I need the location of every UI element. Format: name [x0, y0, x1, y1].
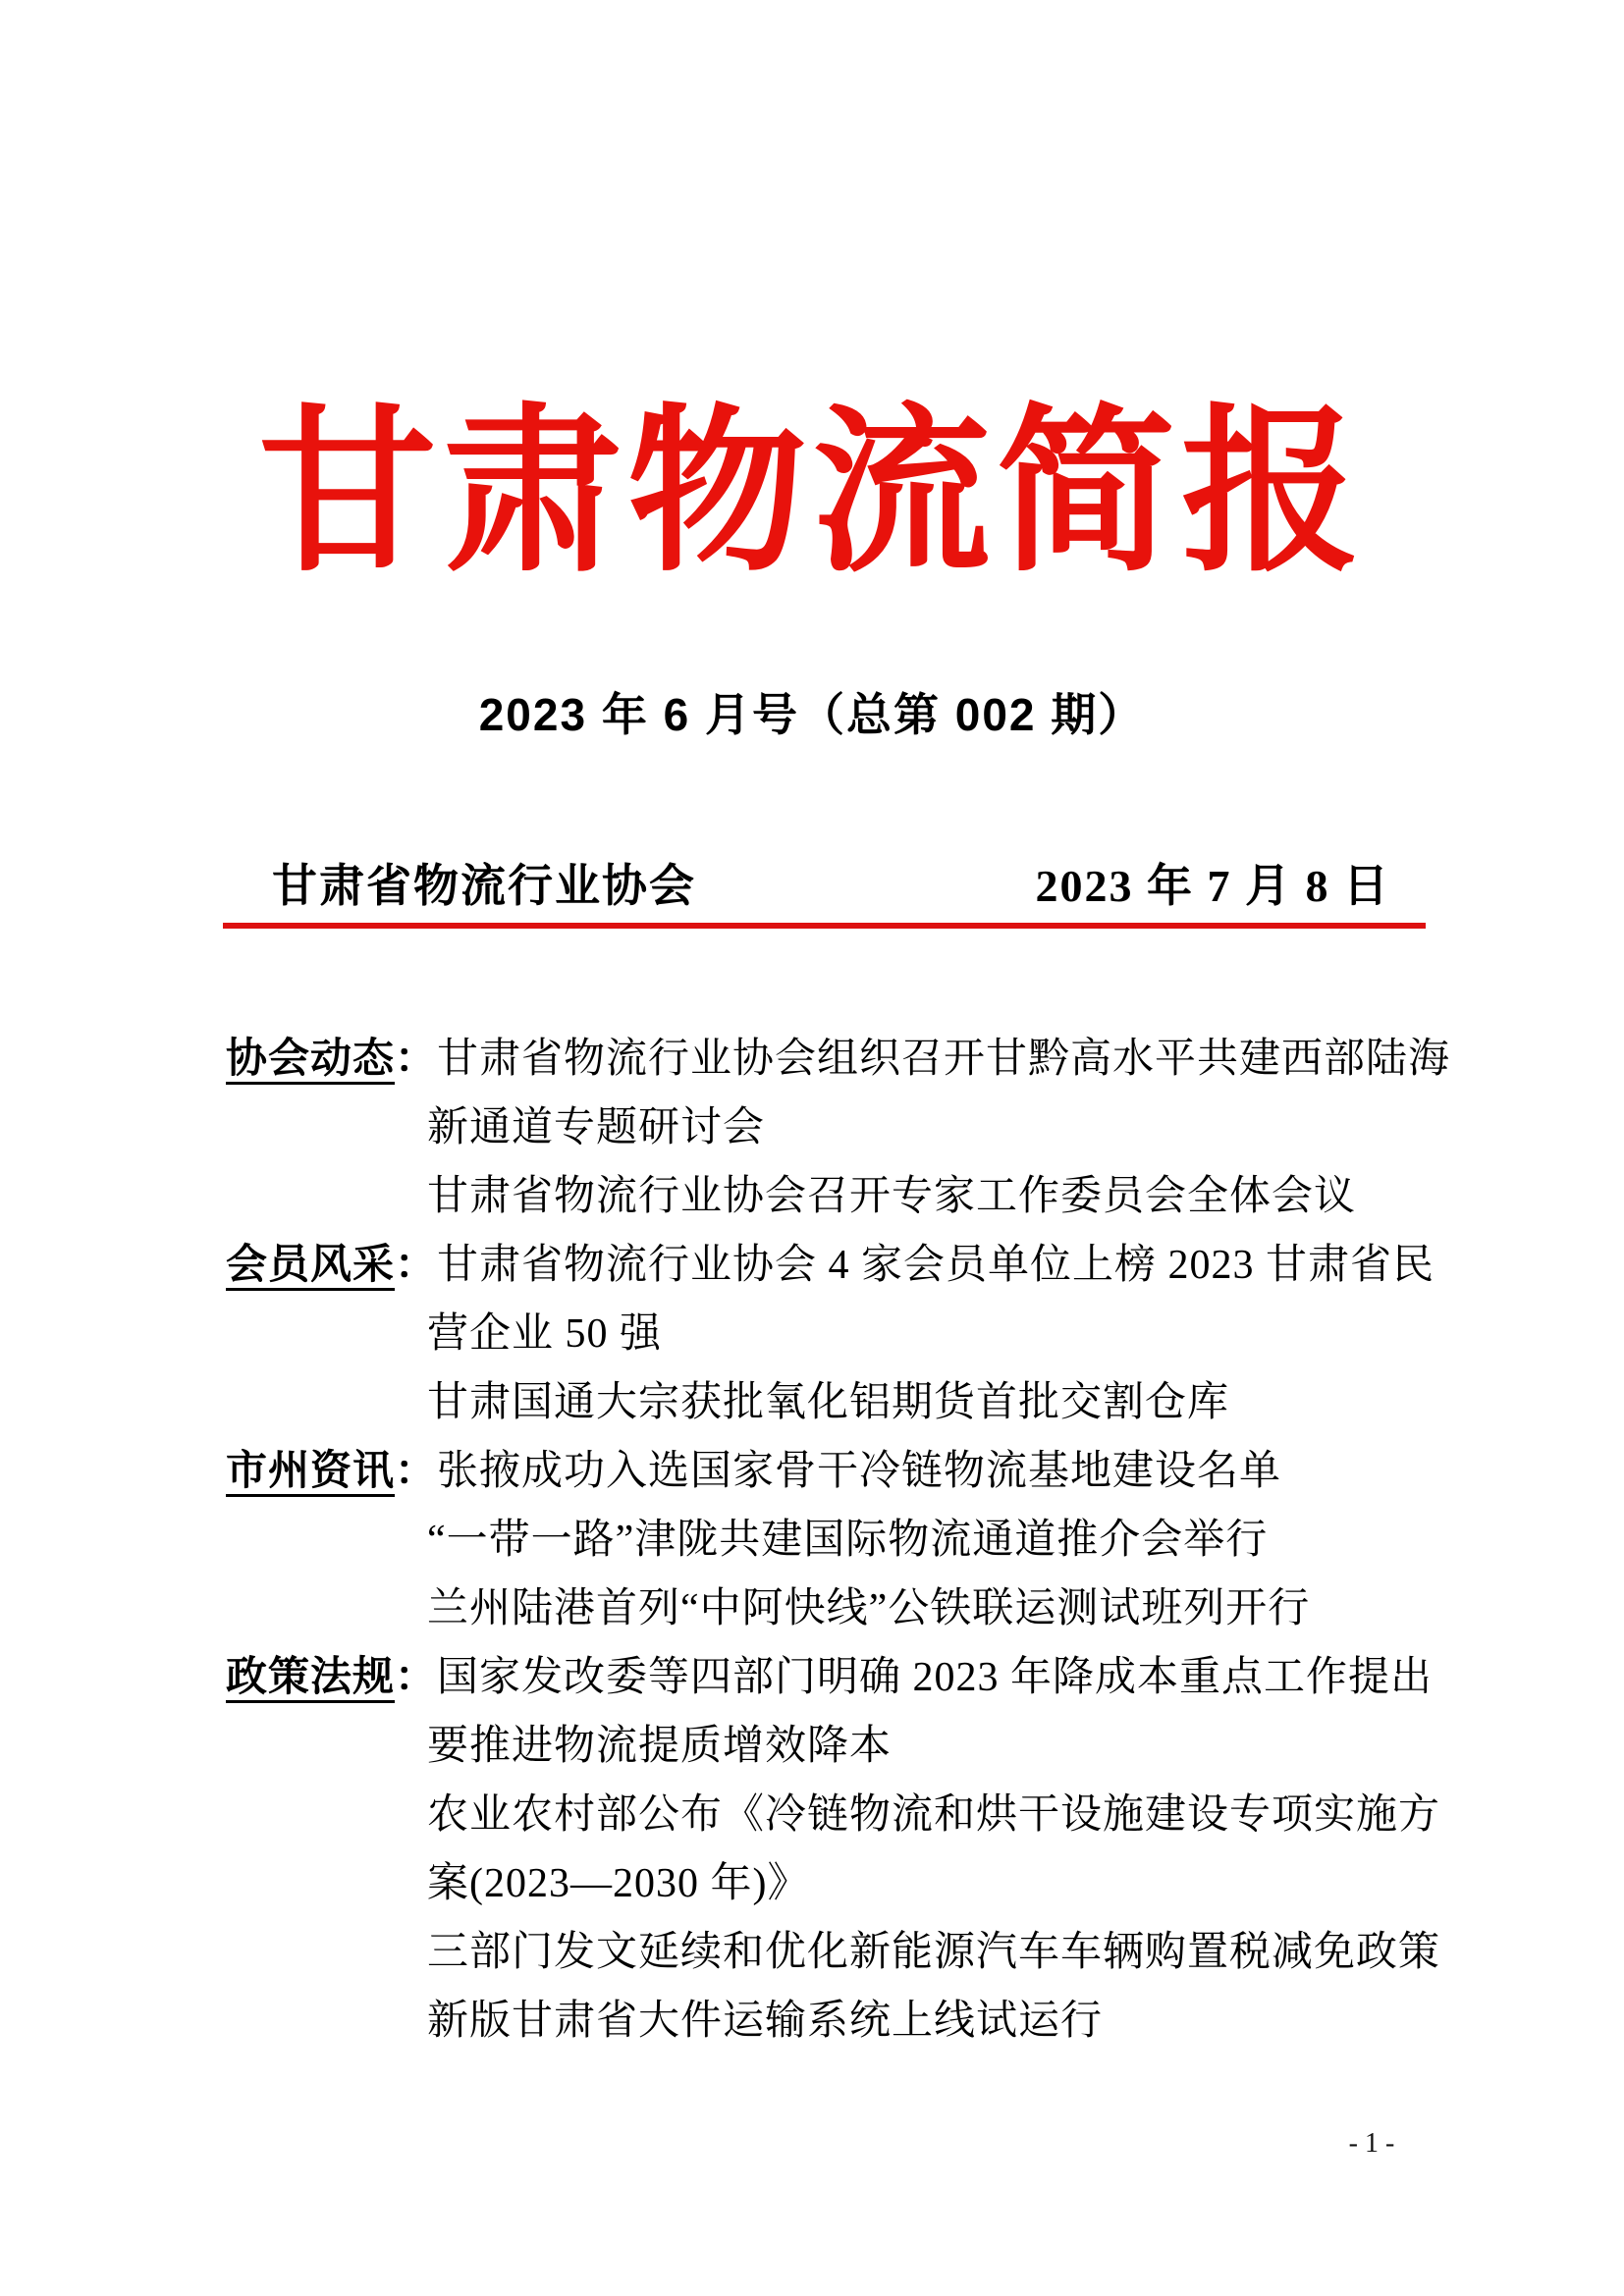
toc-item-text: 三部门发文延续和优化新能源汽车车辆购置税减免政策	[427, 1930, 1441, 1975]
masthead	[223, 856, 1426, 917]
toc-item-text: 甘肃省物流行业协会 4 家会员单位上榜 2023 甘肃省民	[437, 1243, 1435, 1288]
toc-item-text: “一带一路”津陇共建国际物流通道推介会举行	[427, 1518, 1269, 1563]
toc-line	[226, 1914, 1443, 1983]
toc-line	[226, 1571, 1443, 1639]
toc-section-label: 协会动态：	[226, 1037, 438, 1082]
toc-line	[226, 1158, 1443, 1227]
toc-section-label: 市州资讯：	[226, 1449, 438, 1494]
toc-line	[226, 1983, 1443, 2052]
toc-line	[226, 1433, 1443, 1502]
toc-item-text: 甘肃省物流行业协会召开专家工作委员会全体会议	[427, 1174, 1357, 1219]
label-colon: ：	[395, 1037, 438, 1082]
divider-rule	[223, 923, 1426, 929]
toc-item-text: 新通道专题研讨会	[427, 1105, 766, 1150]
toc-line	[226, 1845, 1443, 1914]
toc-line	[226, 1708, 1443, 1777]
issue-line: 2023 年 6 月号（总第 002 期）	[478, 689, 1146, 740]
page-title: 甘肃物流简报	[258, 392, 1366, 592]
toc-line	[226, 1777, 1443, 1845]
toc-item-text: 案(2023—2030 年)》	[427, 1861, 810, 1906]
organization-name: 甘肃省物流行业协会	[272, 861, 696, 911]
toc-line	[226, 1296, 1443, 1364]
label-colon: ：	[395, 1655, 438, 1700]
toc-item-text: 兰州陆港首列“中阿快线”公铁联运测试班列开行	[427, 1586, 1311, 1631]
table-of-contents	[226, 1021, 1451, 2052]
toc-line	[226, 1364, 1443, 1433]
toc-item-text: 要推进物流提质增效降本	[427, 1724, 893, 1769]
toc-section-label: 会员风采：	[226, 1243, 438, 1288]
toc-item-text: 甘肃国通大宗获批氧化铝期货首批交割仓库	[427, 1380, 1230, 1425]
toc-item-text: 张掖成功入选国家骨干冷链物流基地建设名单	[437, 1449, 1282, 1494]
label-colon: ：	[395, 1449, 438, 1494]
toc-item-text: 国家发改委等四部门明确 2023 年降成本重点工作提出	[437, 1655, 1434, 1700]
toc-item-text: 营企业 50 强	[427, 1311, 663, 1357]
toc-line	[226, 1090, 1443, 1158]
toc-item-text: 新版甘肃省大件运输系统上线试运行	[427, 1999, 1104, 2044]
toc-line	[226, 1021, 1451, 1090]
page-number: - 1 -	[1348, 2128, 1395, 2159]
toc-section-label: 政策法规：	[226, 1655, 438, 1700]
toc-line	[226, 1502, 1443, 1571]
issue-date: 2023 年 7 月 8 日	[1035, 861, 1390, 911]
toc-line	[226, 1227, 1443, 1296]
toc-line	[226, 1639, 1443, 1708]
label-colon: ：	[395, 1243, 438, 1288]
toc-item-text: 甘肃省物流行业协会组织召开甘黔高水平共建西部陆海	[437, 1037, 1451, 1082]
toc-item-text: 农业农村部公布《冷链物流和烘干设施建设专项实施方	[427, 1792, 1441, 1838]
